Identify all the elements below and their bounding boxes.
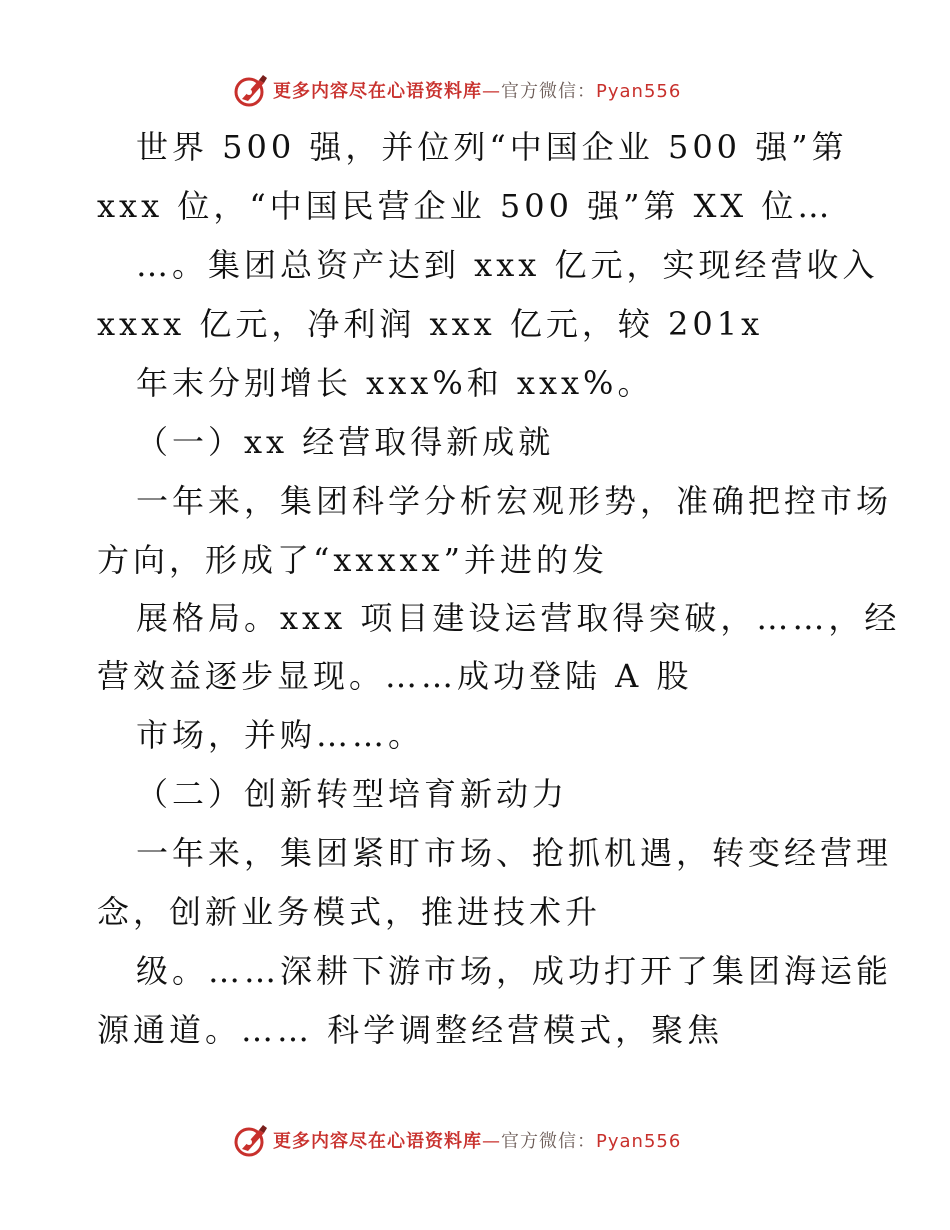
banner-text bbox=[273, 77, 681, 103]
banner-wechat-id: Pyan556 bbox=[596, 1131, 682, 1152]
text-line: xxx 位，“中国民营企业 500 强”第 XX 位… bbox=[97, 187, 834, 225]
banner-text bbox=[273, 1127, 681, 1153]
banner-main-text: 更多内容尽在心语资料库 bbox=[273, 81, 482, 102]
footer-banner bbox=[233, 1122, 681, 1158]
text-line: 年末分别增长 xxx%和 xxx%。 bbox=[136, 364, 654, 402]
banner-main-text: 更多内容尽在心语资料库 bbox=[273, 1131, 482, 1152]
banner-brand-text: 官方微信： bbox=[501, 1131, 596, 1152]
text-line: 世界 500 强，并位列“中国企业 500 强”第 bbox=[136, 128, 848, 166]
text-line: 方向，形成了“xxxxx”并进的发 bbox=[97, 541, 608, 579]
banner-wechat-id: Pyan556 bbox=[596, 81, 682, 102]
banner-separator: — bbox=[482, 81, 501, 102]
text-line: 一年来，集团科学分析宏观形势，准确把控市场 bbox=[136, 482, 893, 520]
text-line: 展格局。xxx 项目建设运营取得突破，……，经 bbox=[136, 599, 901, 637]
banner-separator: — bbox=[482, 1131, 501, 1152]
header-banner bbox=[233, 72, 681, 108]
text-line: xxxx 亿元，净利润 xxx 亿元，较 201x bbox=[97, 305, 764, 343]
pen-logo-icon bbox=[233, 1122, 269, 1158]
pen-logo-icon bbox=[233, 72, 269, 108]
text-line: 营效益逐步显现。……成功登陆 A 股 bbox=[97, 657, 693, 695]
text-line: 源通道。…… 科学调整经营模式，聚焦 bbox=[97, 1011, 724, 1049]
text-line: 级。……深耕下游市场，成功打开了集团海运能 bbox=[136, 952, 893, 990]
section-heading: （二）创新转型培育新动力 bbox=[136, 775, 569, 813]
text-line: 一年来，集团紧盯市场、抢抓机遇，转变经营理 bbox=[136, 834, 893, 872]
banner-brand-text: 官方微信： bbox=[501, 81, 596, 102]
text-line: …。集团总资产达到 xxx 亿元，实现经营收入 bbox=[136, 246, 879, 284]
text-line: 市场，并购……。 bbox=[136, 716, 425, 754]
text-line: 念，创新业务模式，推进技术升 bbox=[97, 893, 602, 931]
section-heading: （一）xx 经营取得新成就 bbox=[136, 423, 555, 461]
